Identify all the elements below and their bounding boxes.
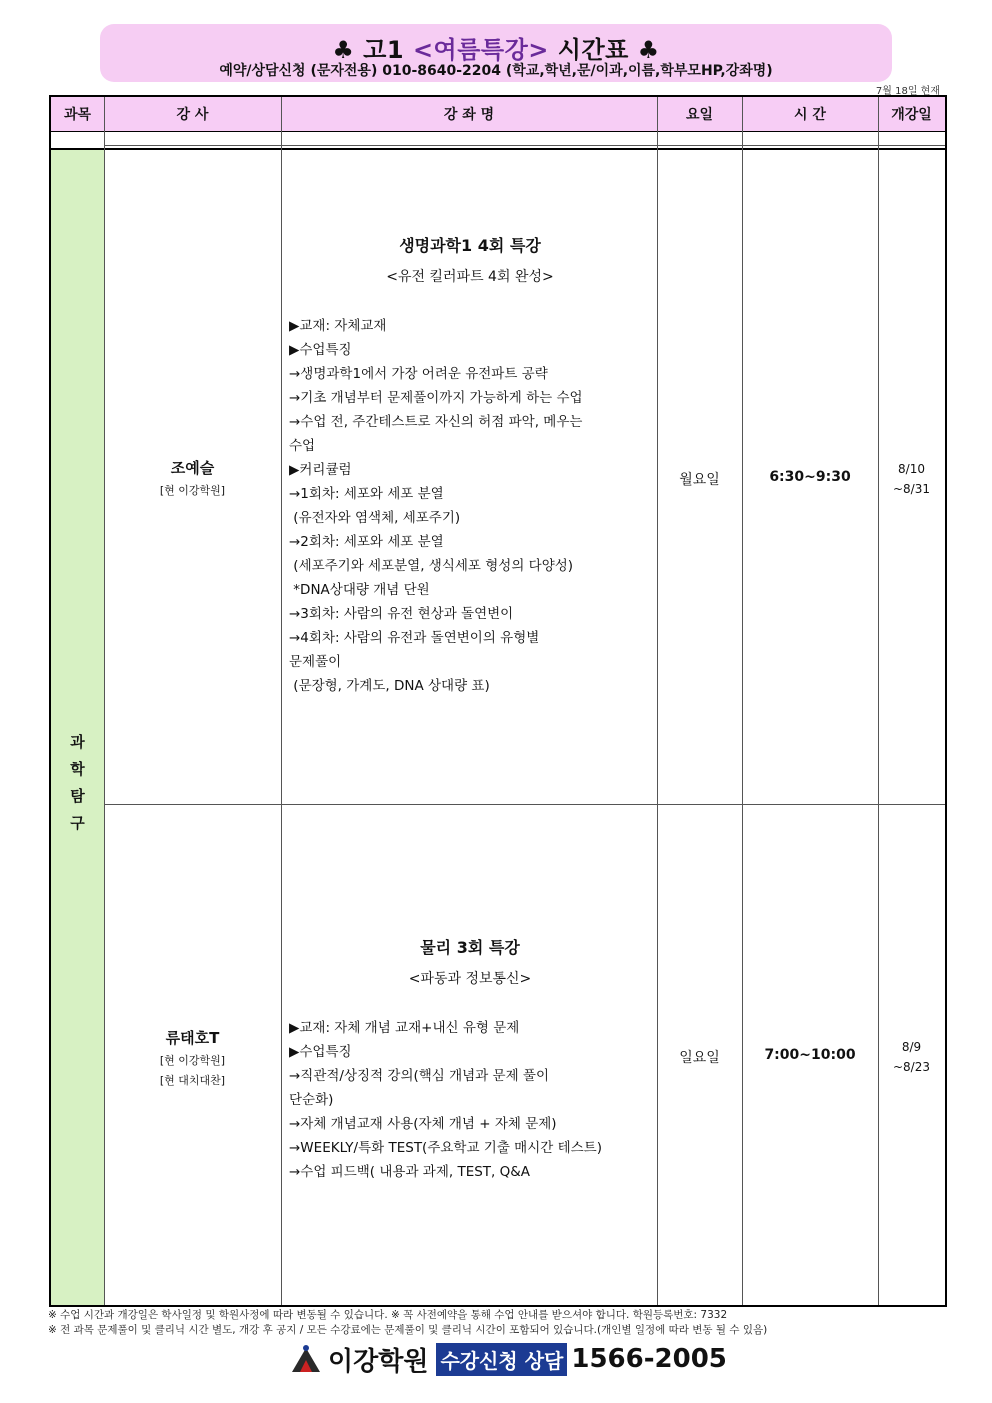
header-day: 요일 — [657, 97, 742, 131]
footer-brand — [288, 1341, 727, 1377]
teacher-affiliation: [현 이강학원] — [159, 1054, 226, 1067]
title-prefix: ♣ 고1 — [332, 36, 413, 64]
course-description: ▶교재: 자체교재 ▶수업특징 →생명과학1에서 가장 어려운 유전파트 공략 →기초 개념부터 문제풀이까지 가능하게 하는 수업 →수업 전, 주간테스트로 자신의 허점 파악, 메우는 수업 ▶커리큘럼 →1회차: 세포와 세포 분열 (유전자와 염색체, 세포주기) →2회차: 세포와 세포 분열 (세포주기와 세포분열, 생식세포 형성의 다양성) *DNA상대량 개념 단원 →3회차: 사람의 유전 현상과 돌연변이 →4회차: 사람의 유전과 돌연변이의 유형별 문제풀이 (문장형, 가계도, DNA 상대량 표) — [289, 318, 583, 694]
note-line: ※ 수업 시간과 개강일은 학사일정 및 학원사정에 따라 변동될 수 있습니다. ※ 꼭 사전예약을 통해 수업 안내를 받으셔야 합니다. 학원등록번호: 7332 — [48, 1309, 728, 1321]
header-divider — [51, 131, 945, 132]
row-divider — [104, 804, 945, 805]
time-cell: 7:00~10:00 — [764, 1047, 856, 1063]
start-date-cell: 8/9 ~8/23 — [892, 1040, 930, 1074]
col-divider-5 — [878, 97, 879, 1305]
header-course: 강 좌 명 — [281, 97, 657, 131]
contact-subtitle: 예약/상담신청 (문자전용) 010-8640-2204 (학교,학년,문/이과,이름,학부모HP,강좌명) — [219, 63, 773, 79]
as-of-date: 7월 18일 현재 — [875, 86, 940, 97]
day-cell: 일요일 — [679, 1050, 720, 1066]
course-subtitle: <파동과 정보통신> — [408, 971, 532, 987]
title-suffix: 시간표 ♣ — [548, 36, 660, 64]
body-top-divider — [51, 148, 945, 150]
teacher-affiliation: [현 이강학원] — [159, 484, 226, 497]
course-subtitle: <유전 킬러파트 4회 완성> — [386, 269, 554, 285]
phone-number: 1566-2005 — [571, 1344, 727, 1374]
course-cell — [289, 233, 651, 698]
header-teacher: 강 사 — [104, 97, 281, 131]
course-title: 물리 3회 특강 — [420, 938, 520, 957]
academy-logo-icon — [288, 1342, 324, 1376]
header-start-date: 개강일 — [878, 97, 945, 131]
col-divider-1 — [104, 97, 105, 1305]
teacher-affiliation: [현 대치대찬] — [159, 1074, 226, 1087]
col-divider-3 — [657, 97, 658, 1305]
course-cell — [289, 935, 651, 1184]
title-banner — [100, 24, 892, 82]
col-divider-4 — [742, 97, 743, 1305]
col-divider-2 — [281, 97, 282, 1305]
header-time: 시 간 — [742, 97, 878, 131]
time-cell: 6:30~9:30 — [769, 469, 851, 485]
spacer-divider — [104, 145, 945, 146]
teacher-cell — [104, 1027, 281, 1088]
course-description: ▶교재: 자체 개념 교재+내신 유형 문제 ▶수업특징 →직관적/상징적 강의(핵심 개념과 문제 풀이 단순화) →자체 개념교재 사용(자체 개념 + 자체 문제) →WEEKLY/특화 TEST(주요학교 기출 매시간 테스트) →수업 피드백( 내용과 과제, TEST, Q&A — [289, 1020, 602, 1180]
teacher-cell — [104, 457, 281, 498]
subject-cell — [51, 149, 104, 1305]
academy-name: 이강학원 — [328, 1346, 429, 1377]
teacher-name: 류태호T — [165, 1029, 220, 1047]
note-line: ※ 전 과목 문제풀이 및 클리닉 시간 별도, 개강 후 공지 / 모든 수강료에는 문제풀이 및 클리닉 시간이 포함되어 있습니다.(개인별 일정에 따라 변동 될 수 있음) — [48, 1324, 768, 1336]
header-subject: 과목 — [51, 97, 104, 131]
start-date-cell: 8/10 ~8/31 — [892, 462, 930, 496]
day-cell: 월요일 — [679, 472, 720, 488]
course-title: 생명과학1 4회 특강 — [399, 236, 541, 255]
subject-label: 과 학 탐 구 — [70, 733, 85, 832]
timetable — [49, 95, 947, 1307]
title-emphasis: <여름특강> — [412, 36, 549, 64]
teacher-name: 조예슬 — [170, 459, 215, 477]
apply-consult-badge: 수강신청 상담 — [436, 1343, 567, 1376]
